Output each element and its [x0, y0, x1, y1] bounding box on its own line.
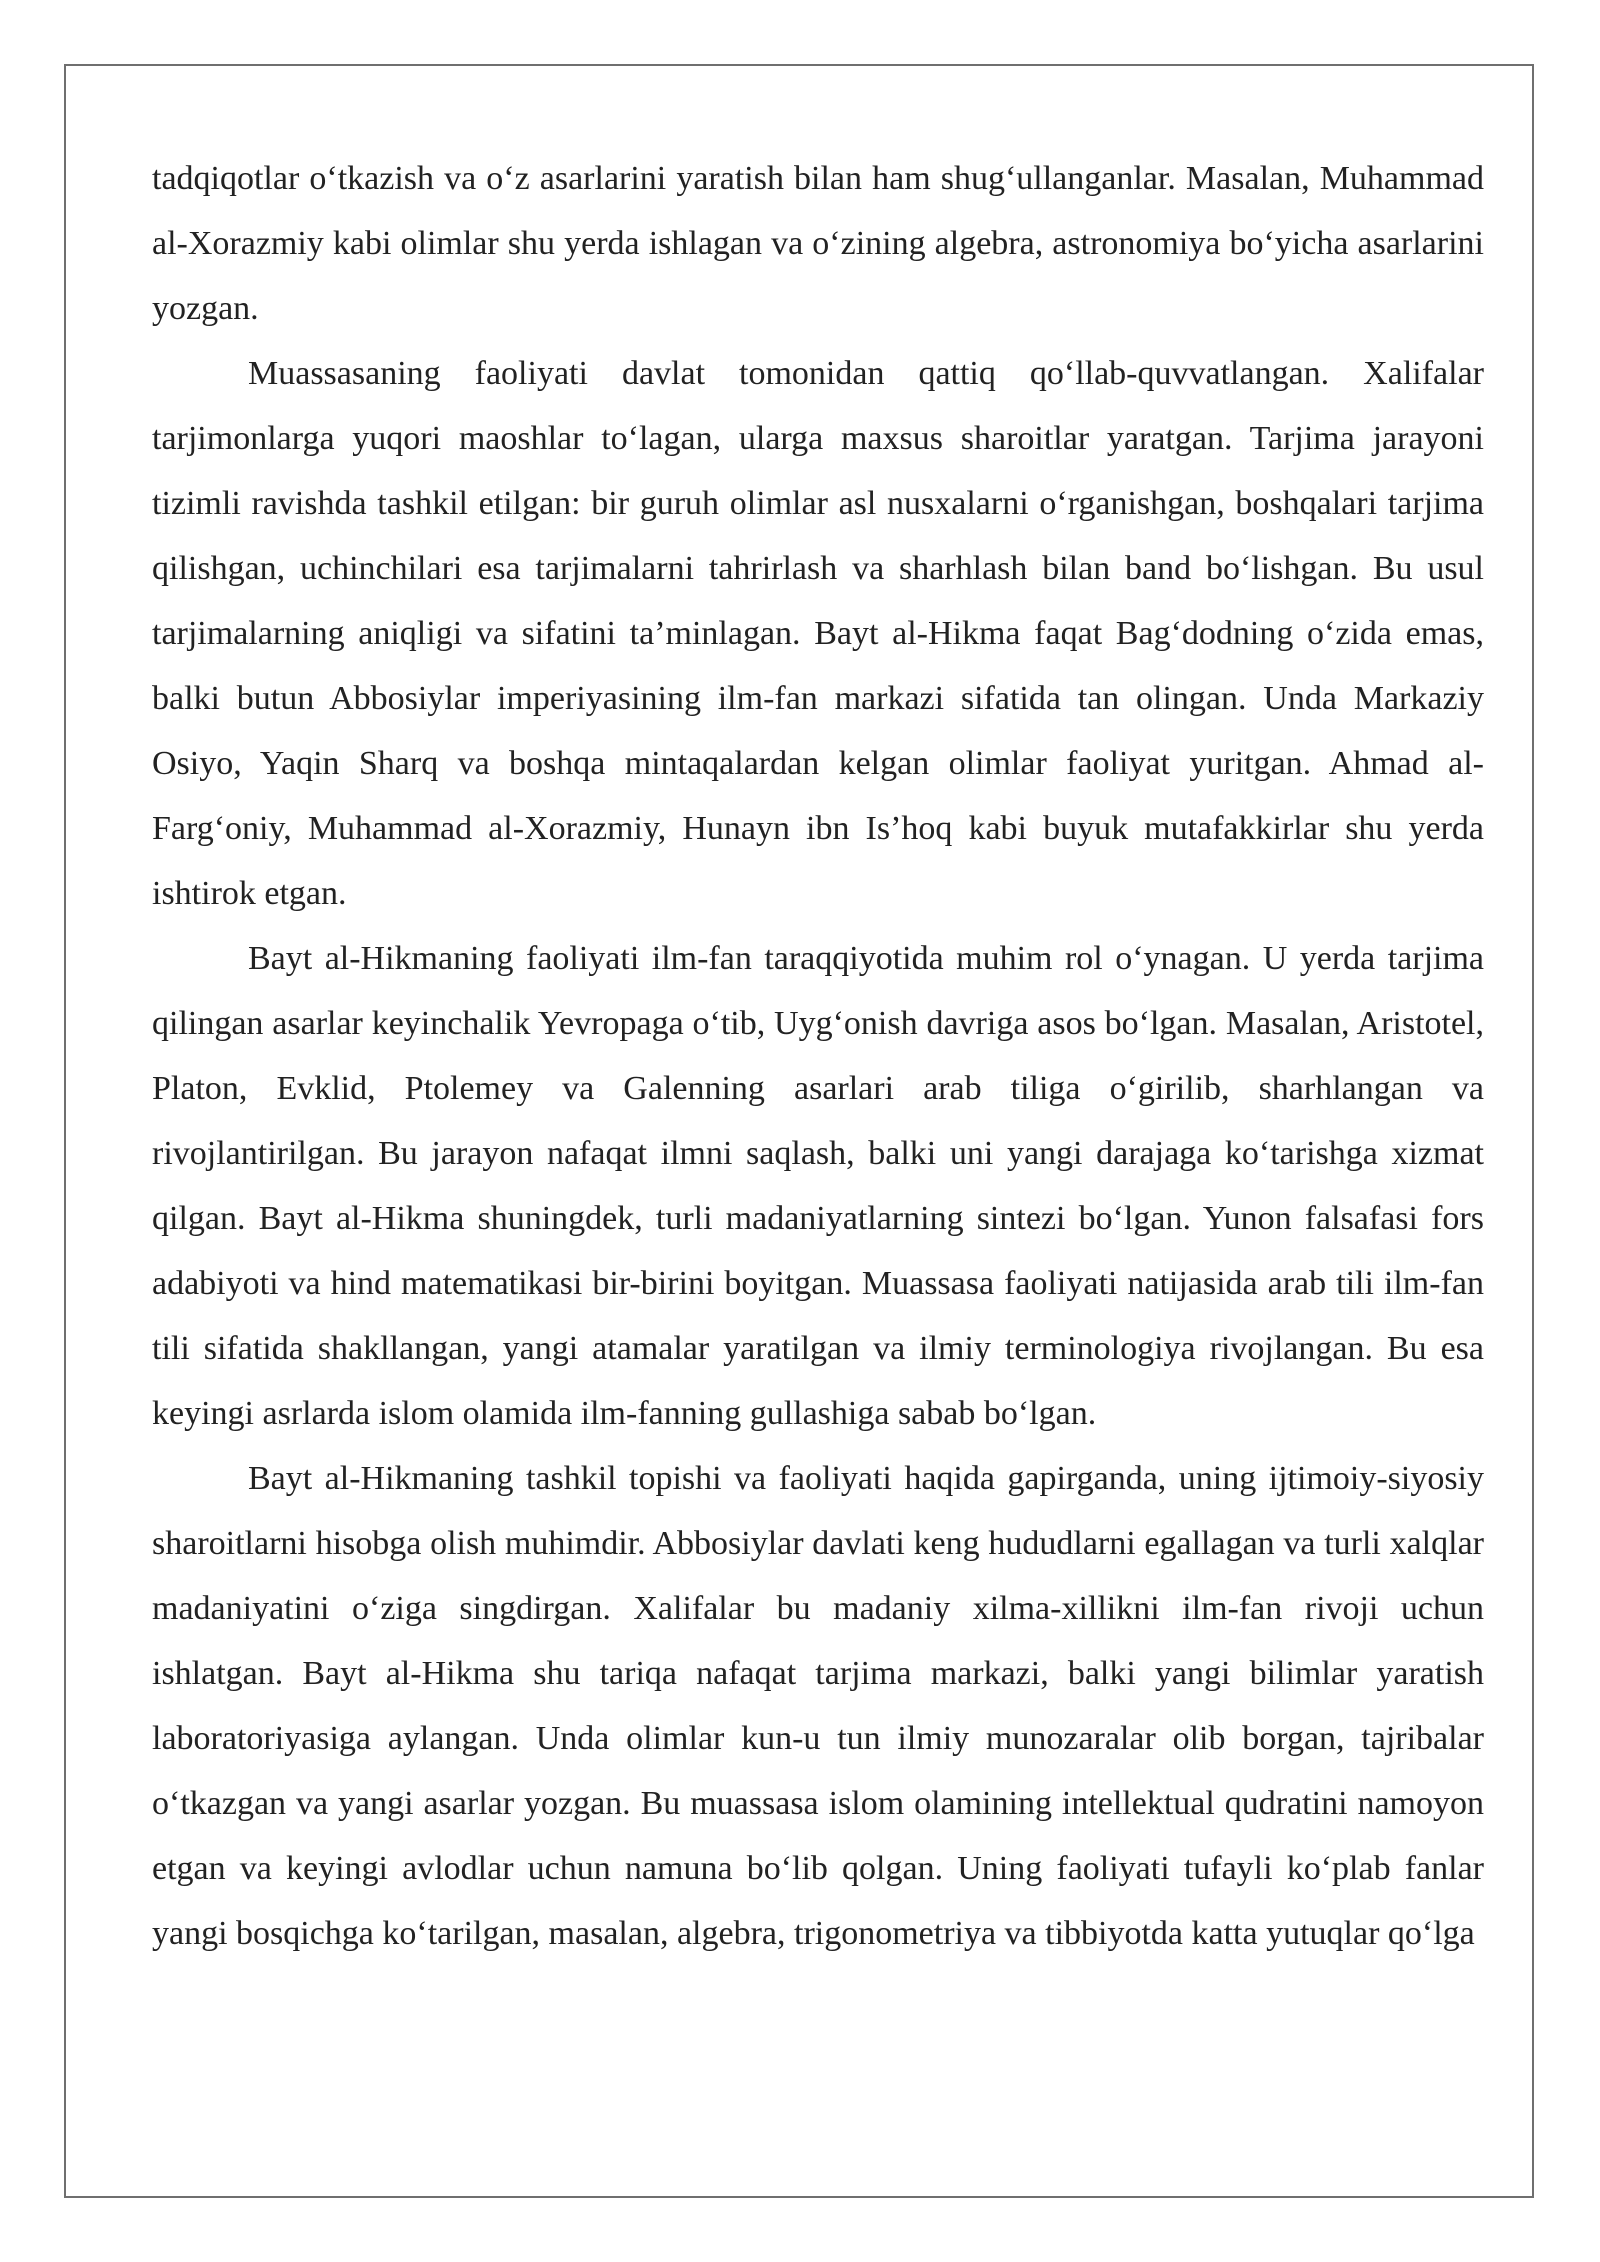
- paragraph-scientific-role: Bayt al-Hikmaning faoliyati ilm-fan taraqqiyotida muhim rol o‘ynagan. U yerda tarjima qilingan asarlar keyinchalik Yevropaga o‘tib, Uyg‘onish davriga asos bo‘lgan. Masalan, Aristotel, Platon, Evklid, Ptolemey va Galenning asarlari arab tiliga o‘girilib, sharhlangan va rivojlantirilgan. Bu jarayon nafaqat ilmni saqlash, balki uni yangi darajaga ko‘tarishga xizmat qilgan. Bayt al-Hikma shuningdek, turli madaniyatlarning sintezi bo‘lgan. Yunon falsafasi fors adabiyoti va hind matematikasi bir-birini boyitgan. Muassasa faoliyati natijasida arab tili ilm-fan tili sifatida shakllangan, yangi atamalar yaratilgan va ilmiy terminologiya rivojlangan. Bu esa keyingi asrlarda islom olamida ilm-fanning gullashiga sabab bo‘lgan.: [152, 940, 1484, 1432]
- paragraph-sociopolitical-context: Bayt al-Hikmaning tashkil topishi va faoliyati haqida gapirganda, uning ijtimoiy-siyosiy sharoitlarni hisobga olish muhimdir. Abbosiylar davlati keng hududlarni egallagan va turli xalqlar madaniyatini o‘ziga singdirgan. Xalifalar bu madaniy xilma-xillikni ilm-fan rivoji uchun ishlatgan. Bayt al-Hikma shu tariqa nafaqat tarjima markazi, balki yangi bilimlar yaratish laboratoriyasiga aylangan. Unda olimlar kun-u tun ilmiy munozaralar olib borgan, tajribalar o‘tkazgan va yangi asarlar yozgan. Bu muassasa islom olamining intellektual qudratini namoyon etgan va keyingi avlodlar uchun namuna bo‘lib qolgan. Uning faoliyati tufayli ko‘plab fanlar yangi bosqichga ko‘tarilgan, masalan, algebra, trigonometriya va tibbiyotda katta yutuqlar qo‘lga: [152, 1460, 1484, 1952]
- paragraph-continuation: tadqiqotlar o‘tkazish va o‘z asarlarini yaratish bilan ham shug‘ullanganlar. Masalan, Muhammad al-Xorazmiy kabi olimlar shu yerda ishlagan va o‘zining algebra, astronomiya bo‘yicha asarlarini yozgan.: [152, 160, 1484, 327]
- document-body: [152, 146, 1484, 1966]
- paragraph-institution-support: Muassasaning faoliyati davlat tomonidan qattiq qo‘llab-quvvatlangan. Xalifalar tarjimonlarga yuqori maoshlar to‘lagan, ularga maxsus sharoitlar yaratgan. Tarjima jarayoni tizimli ravishda tashkil etilgan: bir guruh olimlar asl nusxalarni o‘rganishgan, boshqalari tarjima qilishgan, uchinchilari esa tarjimalarni tahrirlash va sharhlash bilan band bo‘lishgan. Bu usul tarjimalarning aniqligi va sifatini ta’minlagan. Bayt al-Hikma faqat Bag‘dodning o‘zida emas, balki butun Abbosiylar imperiyasining ilm-fan markazi sifatida tan olingan. Unda Markaziy Osiyo, Yaqin Sharq va boshqa mintaqalardan kelgan olimlar faoliyat yuritgan. Ahmad al-Farg‘oniy, Muhammad al-Xorazmiy, Hunayn ibn Is’hoq kabi buyuk mutafakkirlar shu yerda ishtirok etgan.: [152, 355, 1484, 912]
